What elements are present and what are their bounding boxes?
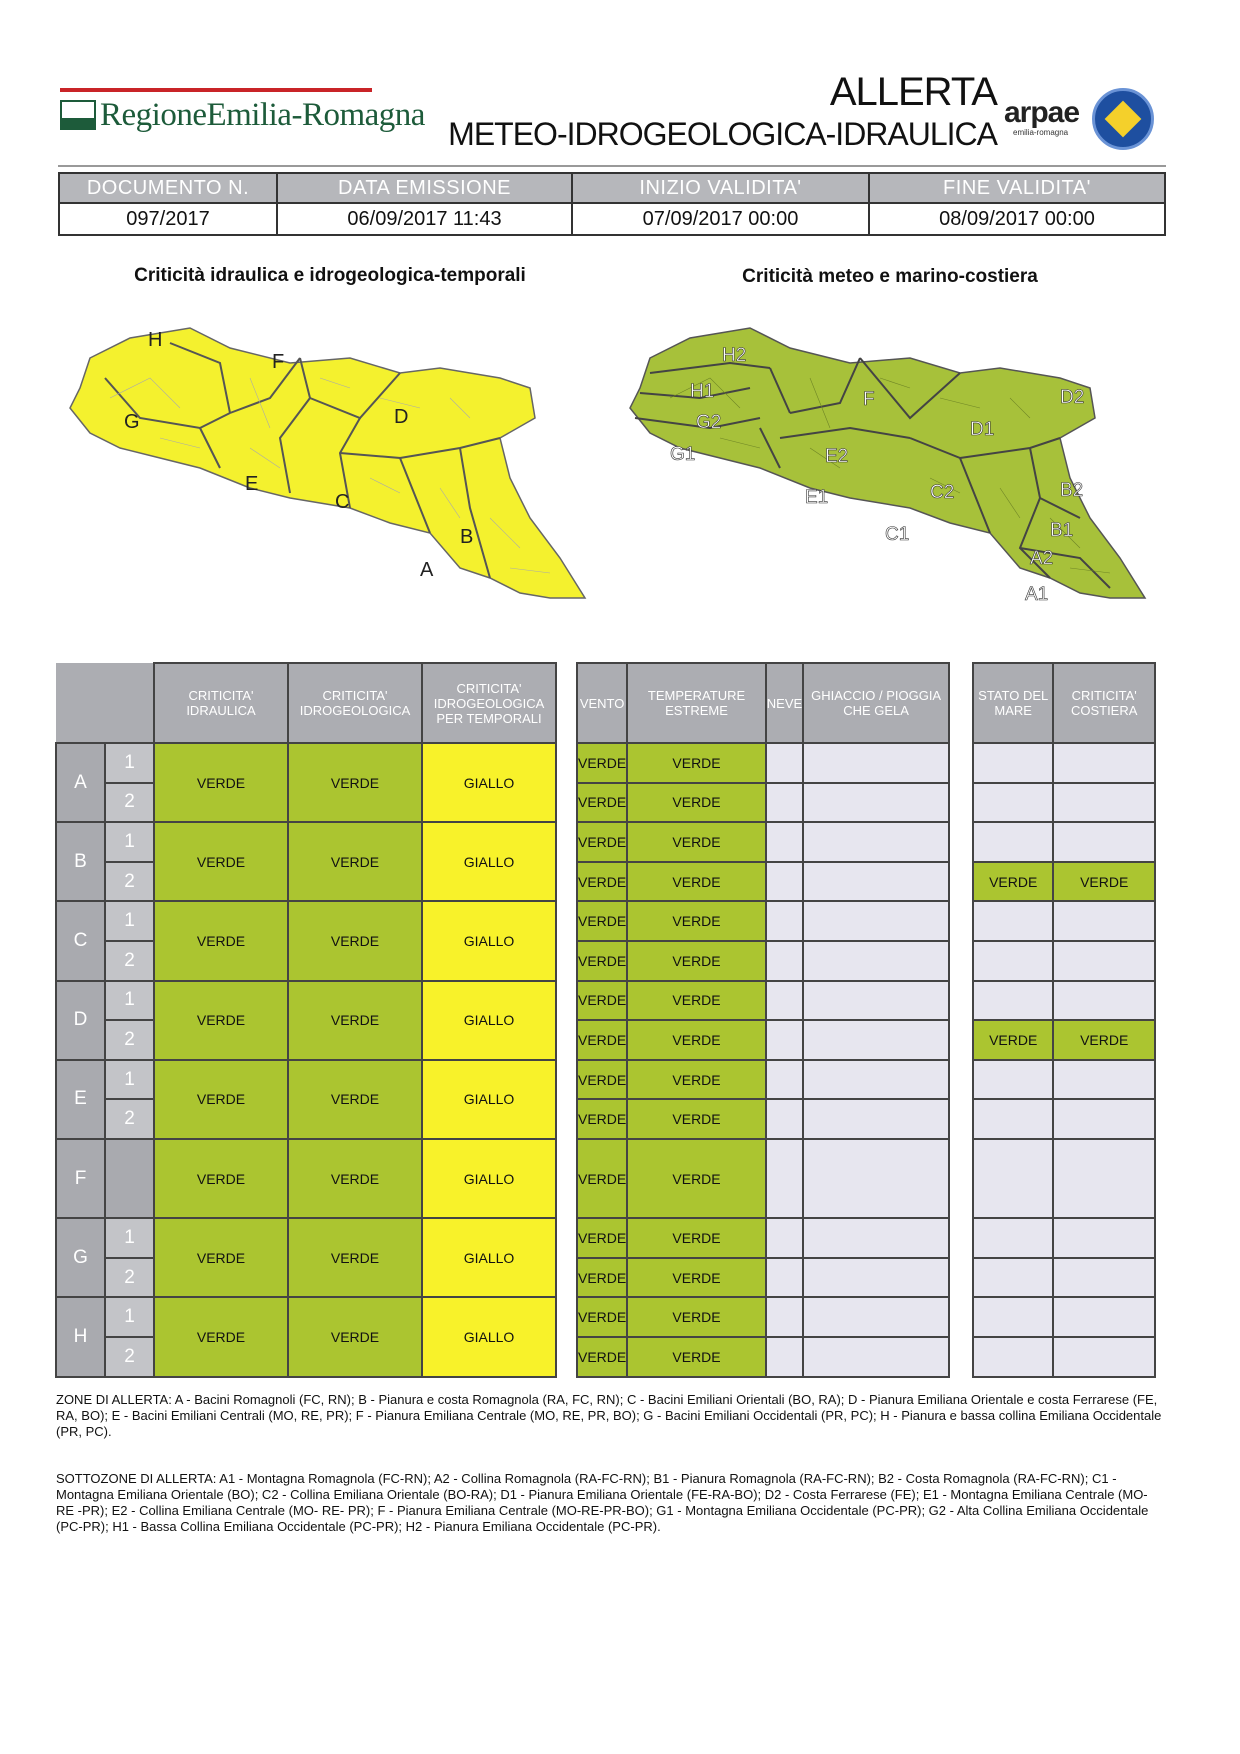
temperature-value: VERDE [627, 941, 766, 981]
criticita-costiera-value [1053, 1337, 1155, 1377]
criticita-costiera-value [1053, 1139, 1155, 1218]
idraulica-value: VERDE [154, 1297, 288, 1376]
doc-emissione: 06/09/2017 11:43 [277, 203, 572, 235]
map-label-C1: C1 [885, 524, 910, 545]
idraulica-value: VERDE [154, 1060, 288, 1139]
neve-value [766, 822, 803, 862]
col-criticita-costiera: CRITICITA' COSTIERA [1053, 663, 1155, 743]
idrogeologica-value: VERDE [288, 1139, 422, 1218]
stato-mare-value [973, 941, 1053, 981]
neve-value [766, 941, 803, 981]
temperature-value: VERDE [627, 1099, 766, 1139]
col-criticita-temporali: CRITICITA' IDROGEOLOGICA PER TEMPORALI [422, 663, 556, 743]
map-label-G2: G2 [696, 412, 722, 433]
map-label-B2: B2 [1060, 480, 1084, 501]
temperature-value: VERDE [627, 1337, 766, 1377]
stato-mare-value [973, 1139, 1053, 1218]
neve-value [766, 1297, 803, 1337]
map-label-A: A [420, 559, 434, 581]
subzone-label: 1 [105, 1297, 154, 1337]
ghiaccio-value [803, 1218, 949, 1258]
temporali-value: GIALLO [422, 1297, 556, 1376]
idrogeologica-value: VERDE [288, 822, 422, 901]
neve-value [766, 1060, 803, 1100]
map-meteo [610, 318, 1170, 618]
map-label-H: H [148, 329, 163, 351]
ghiaccio-value [803, 783, 949, 823]
idrogeologica-value: VERDE [288, 1218, 422, 1297]
temperature-value: VERDE [627, 1218, 766, 1258]
doc-numero: 097/2017 [59, 203, 277, 235]
col-criticita-idraulica: CRITICITA' IDRAULICA [154, 663, 288, 743]
neve-value [766, 981, 803, 1021]
temperature-value: VERDE [627, 901, 766, 941]
stato-mare-value [973, 743, 1053, 783]
arpae-logo-text: arpae [1004, 96, 1080, 129]
subzone-label: 2 [105, 1099, 154, 1139]
temperature-value: VERDE [627, 981, 766, 1021]
map-label-A2: A2 [1030, 548, 1054, 569]
arpae-logo-sub: emilia-romagna [1013, 128, 1069, 137]
neve-value [766, 1337, 803, 1377]
map-label-F: F [272, 351, 285, 373]
idraulica-value: VERDE [154, 1218, 288, 1297]
note-zone-allerta: ZONE DI ALLERTA: A - Bacini Romagnoli (FC, RN); B - Pianura e costa Romagnola (RA, FC, RN); C - Bacini Emiliani Orientali (BO, RA); D - Pianura Emiliana Orientale e costa Ferrarese (FE, RA, BO); E - Bacini Emiliani Centrali (MO, RE, PR); F - Pianura Emiliana Centrale (MO, RE, PR, BO); G - Bacini Emiliani Occidentali (PR, PC); H - Pianura e bassa collina Emiliana Occidentale (PR, PC). [56, 1392, 1162, 1439]
map-label-B: B [460, 526, 474, 548]
col-temperature-estreme: TEMPERATURE ESTREME [627, 663, 766, 743]
idrogeologica-value: VERDE [288, 901, 422, 980]
map-label-H2: H2 [722, 345, 747, 366]
vento-value: VERDE [577, 1337, 627, 1377]
title-allerta: ALLERTA [829, 70, 997, 114]
ghiaccio-value [803, 901, 949, 941]
vento-value: VERDE [577, 981, 627, 1021]
ghiaccio-value [803, 981, 949, 1021]
document-info-table [58, 172, 1166, 236]
temporali-value: GIALLO [422, 901, 556, 980]
vento-value: VERDE [577, 1297, 627, 1337]
temperature-value: VERDE [627, 1139, 766, 1218]
stato-mare-value [973, 822, 1053, 862]
subzone-label-empty [105, 1139, 154, 1218]
temperature-value: VERDE [627, 862, 766, 902]
criticita-costiera-value [1053, 1218, 1155, 1258]
vento-value: VERDE [577, 901, 627, 941]
subzone-label: 2 [105, 1337, 154, 1377]
ghiaccio-value [803, 1258, 949, 1298]
vento-value: VERDE [577, 783, 627, 823]
temperature-value: VERDE [627, 1258, 766, 1298]
temperature-value: VERDE [627, 1297, 766, 1337]
logo-red-bar [60, 88, 372, 92]
col-stato-mare: STATO DEL MARE [973, 663, 1053, 743]
idraulica-value: VERDE [154, 743, 288, 822]
ghiaccio-value [803, 1060, 949, 1100]
map-title-left: Criticità idraulica e idrogeologica-temporali [134, 265, 526, 286]
doc-header-fine: FINE VALIDITA' [869, 173, 1165, 203]
ghiaccio-value [803, 941, 949, 981]
map-idraulica [50, 318, 610, 618]
map-label-F: F [863, 389, 875, 410]
doc-header-numero: DOCUMENTO N. [59, 173, 277, 203]
neve-value [766, 743, 803, 783]
idraulica-value: VERDE [154, 822, 288, 901]
temperature-value: VERDE [627, 743, 766, 783]
map-label-E1: E1 [805, 487, 829, 508]
criticita-costiera-value [1053, 941, 1155, 981]
subzone-label: 1 [105, 901, 154, 941]
map-label-C: C [335, 491, 350, 513]
map-label-C2: C2 [930, 482, 955, 503]
zone-label: E [56, 1060, 105, 1139]
map-label-D2: D2 [1060, 387, 1085, 408]
temporali-value: GIALLO [422, 1139, 556, 1218]
ghiaccio-value [803, 1020, 949, 1060]
meteo-criticita-table [576, 662, 950, 1378]
stato-mare-value [973, 1337, 1053, 1377]
col-vento: VENTO [577, 663, 627, 743]
idrogeologica-value: VERDE [288, 981, 422, 1060]
temporali-value: GIALLO [422, 822, 556, 901]
regione-logo [60, 96, 425, 133]
region-shape [630, 328, 1145, 598]
doc-inizio: 07/09/2017 00:00 [572, 203, 869, 235]
criticita-costiera-value: VERDE [1053, 862, 1155, 902]
criticita-costiera-value [1053, 1297, 1155, 1337]
neve-value [766, 862, 803, 902]
zone-label: C [56, 901, 105, 980]
stato-mare-value [973, 783, 1053, 823]
criticita-costiera-value: VERDE [1053, 1020, 1155, 1060]
criticita-costiera-value [1053, 822, 1155, 862]
ghiaccio-value [803, 1139, 949, 1218]
vento-value: VERDE [577, 1099, 627, 1139]
mare-criticita-table [972, 662, 1156, 1378]
criticita-costiera-value [1053, 1060, 1155, 1100]
stato-mare-value: VERDE [973, 1020, 1053, 1060]
ghiaccio-value [803, 862, 949, 902]
stato-mare-value [973, 1099, 1053, 1139]
zone-label: B [56, 822, 105, 901]
idraulica-value: VERDE [154, 981, 288, 1060]
doc-fine: 08/09/2017 00:00 [869, 203, 1165, 235]
temperature-value: VERDE [627, 822, 766, 862]
region-shape [70, 328, 585, 598]
ghiaccio-value [803, 1337, 949, 1377]
neve-value [766, 1020, 803, 1060]
neve-value [766, 1139, 803, 1218]
map-label-E2: E2 [825, 446, 849, 467]
neve-value [766, 901, 803, 941]
vento-value: VERDE [577, 1060, 627, 1100]
zone-label: A [56, 743, 105, 822]
col-neve: NEVE [766, 663, 803, 743]
vento-value: VERDE [577, 1218, 627, 1258]
neve-value [766, 1099, 803, 1139]
temporali-value: GIALLO [422, 743, 556, 822]
note-sottozone-allerta: SOTTOZONE DI ALLERTA: A1 - Montagna Romagnola (FC-RN); A2 - Collina Romagnola (RA-FC-RN); B1 - Pianura Romagnola (RA-FC-RN); B2 - Costa Romagnola (RA-FC-RN); C1 - Montagna Emiliana Orientale (BO); C2 - Collina Emiliana Orientale (BO-RA); D1 - Pianura Emiliana Orientale (FE-RA-BO); D2 - Costa Ferrarese (FE); E1 - Montagna Emiliana Centrale (MO- RE -PR); E2 - Collina Emiliana Centrale (MO- RE- PR); F - Pianura Emiliana Centrale (MO-RE-PR-BO); G1 - Montagna Emiliana Occidentale (PC-PR); G2 - Alta Collina Emiliana Occidentale (PC-PR); H1 - Bassa Collina Emiliana Occidentale (PC-PR); H2 - Pianura Emiliana Occidentale (PC-PR). [56, 1471, 1149, 1534]
subzone-label: 1 [105, 822, 154, 862]
col-ghiaccio: GHIACCIO / PIOGGIA CHE GELA [803, 663, 949, 743]
subzone-label: 2 [105, 783, 154, 823]
doc-header-emissione: DATA EMISSIONE [277, 173, 572, 203]
idrogeologica-value: VERDE [288, 1060, 422, 1139]
subzone-label: 2 [105, 1258, 154, 1298]
criticita-costiera-value [1053, 1099, 1155, 1139]
subzone-label: 2 [105, 1020, 154, 1060]
temperature-value: VERDE [627, 1020, 766, 1060]
vento-value: VERDE [577, 1139, 627, 1218]
temporali-value: GIALLO [422, 1218, 556, 1297]
subzone-label: 1 [105, 981, 154, 1021]
map-label-H1: H1 [690, 381, 715, 402]
protezione-civile-logo-icon [1092, 88, 1154, 150]
idraulica-value: VERDE [154, 1139, 288, 1218]
header-divider [58, 165, 1166, 167]
map-label-D1: D1 [970, 419, 995, 440]
map-label-G: G [124, 411, 140, 433]
regione-logo-icon [60, 100, 96, 130]
neve-value [766, 783, 803, 823]
zone-label: G [56, 1218, 105, 1297]
stato-mare-value [973, 981, 1053, 1021]
subzone-label: 1 [105, 1060, 154, 1100]
idrogeologica-value: VERDE [288, 1297, 422, 1376]
stato-mare-value [973, 901, 1053, 941]
criticita-costiera-value [1053, 1258, 1155, 1298]
idro-criticita-table [55, 662, 557, 1378]
stato-mare-value [973, 1218, 1053, 1258]
title-subtitle: METEO-IDROGEOLOGICA-IDRAULICA [448, 116, 997, 152]
regione-logo-text: RegioneEmilia-Romagna [100, 97, 425, 133]
arpae-logo [1004, 96, 1079, 130]
temperature-value: VERDE [627, 1060, 766, 1100]
vento-value: VERDE [577, 822, 627, 862]
map-label-E: E [245, 473, 259, 495]
stato-mare-value [973, 1297, 1053, 1337]
map-label-A1: A1 [1025, 584, 1049, 605]
vento-value: VERDE [577, 941, 627, 981]
stato-mare-value: VERDE [973, 862, 1053, 902]
neve-value [766, 1258, 803, 1298]
map-label-D: D [394, 406, 409, 428]
criticita-costiera-value [1053, 743, 1155, 783]
zone-label: H [56, 1297, 105, 1376]
criticita-costiera-value [1053, 783, 1155, 823]
map-label-B1: B1 [1050, 520, 1074, 541]
subzone-label: 2 [105, 862, 154, 902]
ghiaccio-value [803, 1297, 949, 1337]
zone-label: F [56, 1139, 105, 1218]
col-criticita-idrogeologica: CRITICITA' IDROGEOLOGICA [288, 663, 422, 743]
ghiaccio-value [803, 1099, 949, 1139]
ghiaccio-value [803, 743, 949, 783]
stato-mare-value [973, 1060, 1053, 1100]
map-label-G1: G1 [670, 444, 696, 465]
ghiaccio-value [803, 822, 949, 862]
vento-value: VERDE [577, 1020, 627, 1060]
zone-label: D [56, 981, 105, 1060]
temporali-value: GIALLO [422, 1060, 556, 1139]
subzone-label: 2 [105, 941, 154, 981]
vento-value: VERDE [577, 1258, 627, 1298]
idrogeologica-value: VERDE [288, 743, 422, 822]
temperature-value: VERDE [627, 783, 766, 823]
map-title-right: Criticità meteo e marino-costiera [742, 266, 1038, 287]
subzone-label: 1 [105, 1218, 154, 1258]
vento-value: VERDE [577, 862, 627, 902]
doc-header-inizio: INIZIO VALIDITA' [572, 173, 869, 203]
idraulica-value: VERDE [154, 901, 288, 980]
criticita-costiera-value [1053, 901, 1155, 941]
vento-value: VERDE [577, 743, 627, 783]
neve-value [766, 1218, 803, 1258]
criticita-costiera-value [1053, 981, 1155, 1021]
stato-mare-value [973, 1258, 1053, 1298]
temporali-value: GIALLO [422, 981, 556, 1060]
subzone-label: 1 [105, 743, 154, 783]
